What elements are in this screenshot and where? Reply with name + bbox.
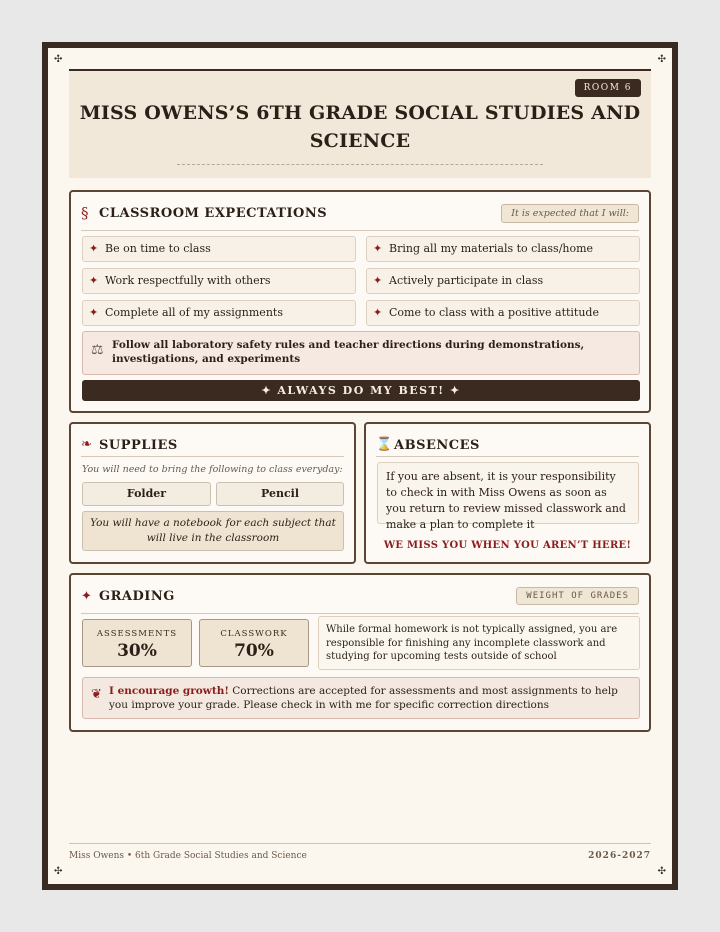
growth-text: Corrections are accepted for assessments and most assignments to help you improve your grade. Please check in with me for specific correction directions (109, 685, 618, 711)
weight-assessments (82, 619, 192, 667)
syllabus-page (42, 42, 678, 890)
expectation-item: ✦ Complete all of my assignments (82, 300, 356, 326)
supplies-header (81, 434, 344, 457)
weight-percent: 30% (117, 641, 157, 661)
weight-label: ASSESSMENTS (96, 629, 178, 639)
page-header (69, 69, 651, 178)
supplies-title: SUPPLIES (99, 438, 178, 453)
expectations-header (81, 202, 639, 231)
footer-divider (69, 843, 651, 844)
expectation-item: ✦ Work respectfully with others (82, 268, 356, 294)
title-line-1: MISS OWENS’S 6TH GRADE SOCIAL STUDIES AND (79, 102, 641, 124)
notebook-note: You will have a notebook for each subject that will live in the classroom (82, 511, 344, 551)
absences-card (364, 422, 651, 564)
homework-note: While formal homework is not typically assigned, you are responsible for finishing any incomplete classwork and studying for upcoming tests outside of school (318, 616, 640, 670)
supply-item: Folder (82, 482, 211, 506)
absences-header (376, 434, 639, 457)
star-icon: ✦ (81, 589, 92, 604)
growth-emphasis: I encourage growth! (109, 685, 229, 697)
weight-label: CLASSWORK (220, 629, 288, 639)
grading-card (69, 573, 651, 732)
weight-classwork (199, 619, 309, 667)
miss-you-text: WE MISS YOU WHEN YOU AREN’T HERE! (383, 540, 632, 551)
corner-ornament-icon: ✣ (657, 54, 666, 65)
star-icon: ✦ (89, 242, 99, 255)
star-icon: ✦ (373, 306, 383, 319)
weight-tag: WEIGHT OF GRADES (516, 587, 639, 605)
footer-left: Miss Owens • 6th Grade Social Studies and Science (69, 851, 307, 861)
section-sign-icon: § (81, 204, 89, 222)
absence-policy: If you are absent, it is your responsibility to check in with Miss Owens as soon as you return to review missed classwork and make a plan to complete it (377, 462, 639, 524)
expectation-item: ✦ Be on time to class (82, 236, 356, 262)
absences-title: ABSENCES (394, 438, 480, 453)
corner-ornament-icon: ✣ (657, 866, 666, 877)
corner-ornament-icon: ✣ (54, 54, 63, 65)
safety-callout (82, 331, 640, 375)
expectation-item: ✦ Bring all my materials to class/home (366, 236, 640, 262)
page-title (69, 99, 651, 155)
best-banner: ✦ ALWAYS DO MY BEST! ✦ (82, 380, 640, 401)
room-badge: ROOM 6 (575, 79, 641, 97)
scales-icon: ⚖ (91, 342, 104, 358)
hourglass-icon: ⌛ (376, 437, 393, 452)
grading-title: GRADING (99, 589, 175, 604)
corner-ornament-icon: ✣ (54, 866, 63, 877)
weight-percent: 70% (234, 641, 274, 661)
footer-year: 2026-2027 (588, 851, 651, 861)
title-divider (177, 164, 543, 165)
expectation-item: ✦ Actively participate in class (366, 268, 640, 294)
star-icon: ✦ (89, 274, 99, 287)
expectation-item: ✦ Come to class with a positive attitude (366, 300, 640, 326)
floral-heart-icon: ❧ (81, 437, 92, 452)
expectations-title: CLASSROOM EXPECTATIONS (99, 206, 328, 221)
growth-callout (82, 677, 640, 719)
supply-item: Pencil (216, 482, 344, 506)
star-icon: ✦ (89, 306, 99, 319)
star-icon: ✦ (373, 242, 383, 255)
expectations-card (69, 190, 651, 413)
title-line-2: SCIENCE (309, 130, 411, 152)
heart-icon: ❦ (91, 687, 102, 702)
safety-text: Follow all laboratory safety rules and teacher directions during demonstrations, investigations, and experiments (112, 339, 585, 365)
grading-header (81, 585, 639, 614)
supplies-note: You will need to bring the following to class everyday: (82, 464, 343, 475)
expectations-tag: It is expected that I will: (501, 204, 639, 223)
star-icon: ✦ (373, 274, 383, 287)
supplies-card (69, 422, 356, 564)
